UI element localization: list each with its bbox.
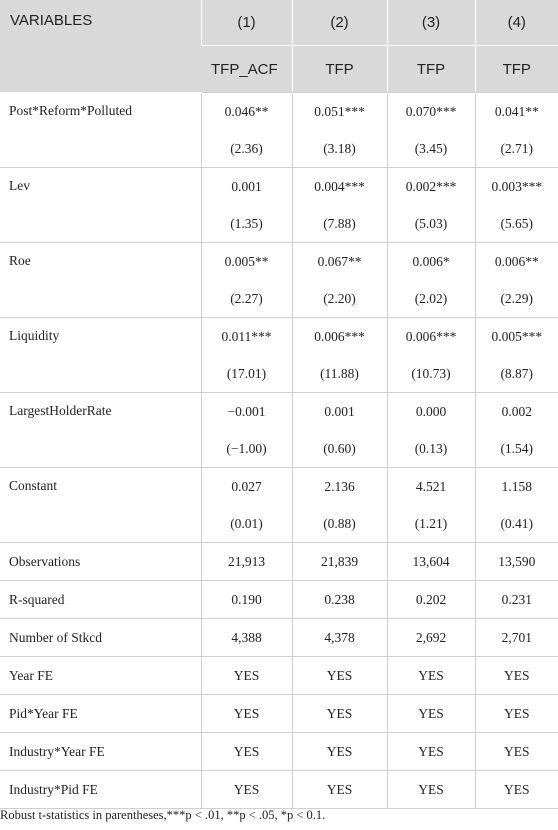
- statistic-value: YES: [387, 771, 475, 809]
- t-stat-cell: (−1.00): [201, 430, 292, 468]
- table-row: [0, 168, 558, 206]
- statistic-value: 0.190: [201, 581, 292, 619]
- statistic-value: YES: [201, 695, 292, 733]
- coefficient-cell: 0.004***: [292, 168, 387, 206]
- statistic-value: 21,839: [292, 543, 387, 581]
- statistic-value: 13,604: [387, 543, 475, 581]
- column-number: (2): [292, 0, 387, 46]
- t-stat-cell: (1.21): [387, 505, 475, 543]
- t-stat-cell: (0.41): [475, 505, 558, 543]
- t-stat-cell: (10.73): [387, 355, 475, 393]
- statistic-value: YES: [292, 657, 387, 695]
- statistic-label: Number of Stkcd: [0, 619, 201, 657]
- t-stat-cell: (2.20): [292, 280, 387, 318]
- variable-label: Lev: [0, 168, 201, 243]
- t-stat-cell: (0.01): [201, 505, 292, 543]
- variable-label: Roe: [0, 243, 201, 318]
- coefficient-cell: 0.005***: [475, 318, 558, 356]
- coefficient-cell: 0.001: [201, 168, 292, 206]
- coefficient-cell: 4.521: [387, 468, 475, 506]
- table-row: [0, 581, 558, 619]
- dependent-variable: TFP: [387, 46, 475, 93]
- column-number: (3): [387, 0, 475, 46]
- dependent-variable: TFP_ACF: [201, 46, 292, 93]
- coefficient-cell: 0.011***: [201, 318, 292, 356]
- coefficient-cell: 0.067**: [292, 243, 387, 281]
- variable-label: Liquidity: [0, 318, 201, 393]
- coefficient-cell: 0.006***: [292, 318, 387, 356]
- table-row: [0, 771, 558, 809]
- t-stat-cell: (1.54): [475, 430, 558, 468]
- coefficient-cell: 0.051***: [292, 93, 387, 131]
- t-stat-cell: (0.88): [292, 505, 387, 543]
- table-footnote: Robust t-statistics in parentheses,***p < .01, **p < .05, *p < 0.1.: [0, 808, 326, 822]
- statistic-value: 0.202: [387, 581, 475, 619]
- header-row-column-numbers: [0, 0, 558, 46]
- variable-label: Post*Reform*Polluted: [0, 93, 201, 168]
- statistic-label: Pid*Year FE: [0, 695, 201, 733]
- t-stat-cell: (1.35): [201, 205, 292, 243]
- statistic-value: YES: [292, 771, 387, 809]
- t-stat-cell: (3.45): [387, 130, 475, 168]
- table-row: [0, 318, 558, 356]
- statistic-value: YES: [387, 657, 475, 695]
- table-row: [0, 695, 558, 733]
- statistic-value: YES: [292, 733, 387, 771]
- table-row: [0, 543, 558, 581]
- t-stat-cell: (2.71): [475, 130, 558, 168]
- table-row: [0, 657, 558, 695]
- statistic-label: Observations: [0, 543, 201, 581]
- t-stat-cell: (3.18): [292, 130, 387, 168]
- column-number: (4): [475, 0, 558, 46]
- coefficient-cell: 0.006***: [387, 318, 475, 356]
- statistic-value: 21,913: [201, 543, 292, 581]
- statistic-value: YES: [475, 771, 558, 809]
- statistic-value: YES: [201, 733, 292, 771]
- table-header: [0, 0, 558, 93]
- statistic-value: 2,692: [387, 619, 475, 657]
- statistic-value: 0.238: [292, 581, 387, 619]
- variables-header: VARIABLES: [0, 0, 201, 93]
- t-stat-cell: (5.65): [475, 205, 558, 243]
- coefficient-cell: 0.006*: [387, 243, 475, 281]
- statistic-label: R-squared: [0, 581, 201, 619]
- t-stat-cell: (7.88): [292, 205, 387, 243]
- coefficient-cell: 1.158: [475, 468, 558, 506]
- statistic-label: Industry*Year FE: [0, 733, 201, 771]
- dependent-variable: TFP: [475, 46, 558, 93]
- t-stat-cell: (17.01): [201, 355, 292, 393]
- coefficient-cell: 0.046**: [201, 93, 292, 131]
- coefficient-cell: 0.000: [387, 393, 475, 431]
- t-stat-cell: (8.87): [475, 355, 558, 393]
- coefficient-cell: −0.001: [201, 393, 292, 431]
- table-row: [0, 393, 558, 431]
- table-row: [0, 468, 558, 506]
- t-stat-cell: (2.27): [201, 280, 292, 318]
- t-stat-cell: (2.02): [387, 280, 475, 318]
- statistic-value: YES: [387, 695, 475, 733]
- statistic-label: Year FE: [0, 657, 201, 695]
- t-stat-cell: (2.36): [201, 130, 292, 168]
- statistic-value: 2,701: [475, 619, 558, 657]
- coefficient-cell: 0.027: [201, 468, 292, 506]
- statistic-value: 13,590: [475, 543, 558, 581]
- t-stat-cell: (0.60): [292, 430, 387, 468]
- statistic-value: 0.231: [475, 581, 558, 619]
- t-stat-cell: (11.88): [292, 355, 387, 393]
- coefficient-cell: 0.002***: [387, 168, 475, 206]
- statistic-value: YES: [292, 695, 387, 733]
- statistic-value: YES: [475, 657, 558, 695]
- statistic-value: YES: [387, 733, 475, 771]
- table-row: [0, 243, 558, 281]
- table-row: [0, 93, 558, 131]
- variable-label: LargestHolderRate: [0, 393, 201, 468]
- variable-label: Constant: [0, 468, 201, 543]
- dependent-variable: TFP: [292, 46, 387, 93]
- table-row: [0, 733, 558, 771]
- coefficient-cell: 0.003***: [475, 168, 558, 206]
- statistic-value: YES: [201, 771, 292, 809]
- statistic-value: 4,378: [292, 619, 387, 657]
- table-body: [0, 93, 558, 809]
- coefficient-cell: 0.005**: [201, 243, 292, 281]
- coefficient-cell: 2.136: [292, 468, 387, 506]
- coefficient-cell: 0.006**: [475, 243, 558, 281]
- column-number: (1): [201, 0, 292, 46]
- table-row: [0, 619, 558, 657]
- statistic-label: Industry*Pid FE: [0, 771, 201, 809]
- statistic-value: YES: [475, 733, 558, 771]
- t-stat-cell: (2.29): [475, 280, 558, 318]
- statistic-value: YES: [475, 695, 558, 733]
- coefficient-cell: 0.001: [292, 393, 387, 431]
- statistic-value: YES: [201, 657, 292, 695]
- statistic-value: 4,388: [201, 619, 292, 657]
- coefficient-cell: 0.002: [475, 393, 558, 431]
- t-stat-cell: (0.13): [387, 430, 475, 468]
- t-stat-cell: (5.03): [387, 205, 475, 243]
- coefficient-cell: 0.041**: [475, 93, 558, 131]
- coefficient-cell: 0.070***: [387, 93, 475, 131]
